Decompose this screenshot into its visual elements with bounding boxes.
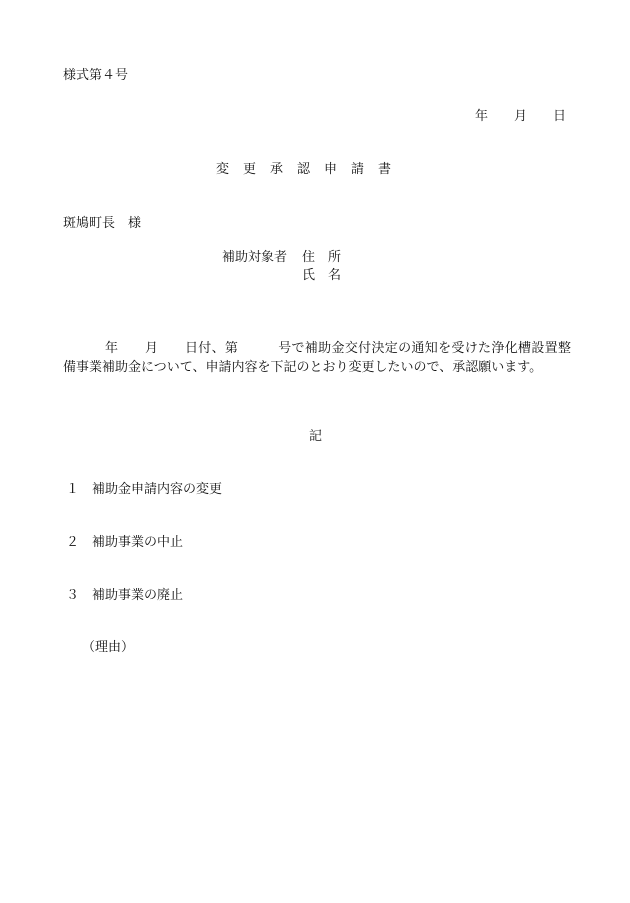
item-abolition: ３ 補助事業の廃止 (66, 588, 184, 603)
applicant-role-label: 補助対象者 (222, 250, 288, 265)
date-line: 年 月 日 (474, 109, 566, 124)
ki-heading: 記 (309, 429, 323, 444)
document-title: 変 更 承 認 申 請 書 (216, 162, 392, 177)
application-body-text: 年 月 日付、第 号で補助金交付決定の通知を受けた浄化槽設置整備事業補助金について、申請内容を下記のとおり変更したいので、承認願います。 (63, 341, 571, 375)
applicant-address-label: 住 所 (302, 250, 342, 265)
item-change-content: １ 補助金申請内容の変更 (66, 482, 223, 497)
reason-label: （理由） (82, 640, 135, 655)
applicant-name-label: 氏 名 (302, 268, 342, 283)
form-number: 様式第４号 (63, 68, 129, 83)
item-suspension: ２ 補助事業の中止 (66, 535, 184, 550)
addressee: 斑鳩町長 様 (63, 216, 142, 231)
